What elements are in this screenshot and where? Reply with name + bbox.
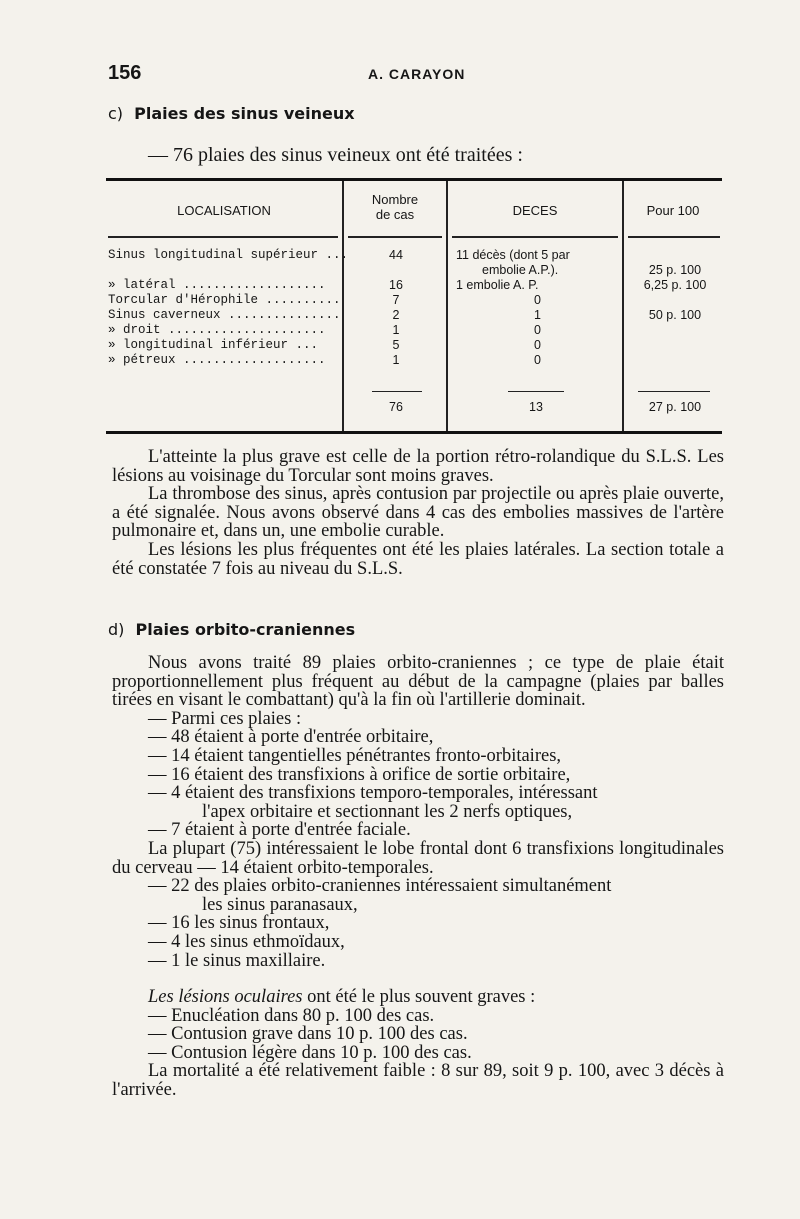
section-c-text bbox=[112, 448, 724, 578]
table-cell: 25 p. 100 bbox=[648, 263, 702, 277]
total-nombre: 76 bbox=[389, 400, 403, 414]
page-header bbox=[108, 62, 720, 88]
column-localisation bbox=[108, 248, 349, 368]
section-d-text bbox=[112, 654, 724, 1100]
table-cell: Sinus caverneux ............... bbox=[108, 308, 341, 322]
table-cell bbox=[630, 338, 720, 353]
list-item: — Contusion légère dans 10 p. 100 des cas. bbox=[148, 1042, 472, 1063]
table-cell: » longitudinal inférieur ... bbox=[108, 338, 319, 352]
table-cell: 6,25 p. 100 bbox=[643, 278, 707, 292]
header-rule bbox=[348, 236, 442, 238]
section-title: Plaies des sinus veineux bbox=[134, 104, 355, 123]
list-item: — Contusion grave dans 10 p. 100 des cas. bbox=[148, 1024, 468, 1045]
list-item: l'apex orbitaire et sectionnant les 2 nerfs optiques, bbox=[202, 801, 573, 822]
table-cell: 50 p. 100 bbox=[648, 308, 702, 322]
table-cell bbox=[630, 248, 720, 263]
table-cell: 1 bbox=[392, 323, 400, 337]
table-cell bbox=[346, 263, 446, 278]
table-cell: 5 bbox=[392, 338, 400, 352]
section-title: Plaies orbito-craniennes bbox=[135, 620, 356, 639]
column-divider bbox=[446, 181, 448, 431]
sinus-table bbox=[106, 178, 722, 434]
table-cell: 7 bbox=[392, 293, 400, 307]
sum-rule bbox=[508, 391, 564, 392]
paragraph-rest: ont été le plus souvent graves : bbox=[302, 987, 536, 1008]
table-cell: » pétreux ................... bbox=[108, 353, 326, 367]
table-cell: Torcular d'Hérophile .......... bbox=[108, 293, 341, 307]
list-item: — 48 étaient à porte d'entrée orbitaire, bbox=[148, 727, 434, 748]
table-cell bbox=[630, 293, 720, 308]
list-item: — 7 étaient à porte d'entrée faciale. bbox=[148, 820, 411, 841]
column-pour bbox=[630, 248, 720, 368]
table-cell: » latéral ................... bbox=[108, 278, 326, 292]
table-cell bbox=[630, 323, 720, 338]
table-cell: 1 embolie A. P. bbox=[456, 278, 539, 292]
paragraph: L'atteinte la plus grave est celle de la portion rétro-rolandique du S.L.S. Les lésions au voisinage du Torcular sont moins graves. bbox=[112, 447, 724, 486]
list-item: — Parmi ces plaies : bbox=[148, 708, 302, 729]
paragraph bbox=[112, 988, 724, 1007]
sum-rule bbox=[372, 391, 422, 392]
section-letter: c) bbox=[108, 104, 124, 123]
section-letter: d) bbox=[108, 620, 125, 639]
section-heading-d bbox=[108, 620, 355, 639]
table-cell: 16 bbox=[389, 278, 403, 292]
header-nombre-line1: Nombre bbox=[371, 192, 419, 207]
paragraph: Nous avons traité 89 plaies orbito-craniennes ; ce type de plaie était proportionnellement plus fréquent au début de la campagne (plaies par balles tirées en visant le combattant) qu'à la fin où l'artillerie dominait. bbox=[112, 653, 724, 711]
paragraph: La plupart (75) intéressaient le lobe frontal dont 6 transfixions longitudinales du cerveau — 14 étaient orbito-temporales. bbox=[112, 838, 724, 878]
running-head: A. CARAYON bbox=[368, 66, 466, 82]
header-rule bbox=[108, 236, 338, 238]
list-item: — 4 les sinus ethmoïdaux, bbox=[148, 931, 345, 952]
table-cell: 11 décès (dont 5 par bbox=[456, 248, 570, 262]
table-cell: 1 bbox=[392, 353, 400, 367]
column-deces bbox=[452, 248, 622, 368]
header-localisation: LOCALISATION bbox=[177, 203, 271, 218]
table-bottom-rule bbox=[106, 431, 722, 434]
italic-phrase: Les lésions oculaires bbox=[148, 987, 303, 1008]
list-item: — 1 le sinus maxillaire. bbox=[148, 950, 326, 971]
list-item: — 22 des plaies orbito-craniennes intéressaient simultanément bbox=[148, 876, 612, 897]
table-cell: » droit ..................... bbox=[108, 323, 326, 337]
table-cell: embolie A.P.). bbox=[482, 263, 559, 277]
total-pour: 27 p. 100 bbox=[648, 400, 702, 414]
paragraph: Les lésions les plus fréquentes ont été les plaies latérales. La section totale a été constatée 7 fois au niveau du S.L.S. bbox=[112, 539, 724, 579]
header-deces: DECES bbox=[512, 203, 558, 218]
table-top-rule bbox=[106, 178, 722, 181]
list-item: les sinus paranasaux, bbox=[202, 894, 358, 915]
table-cell bbox=[630, 353, 720, 368]
table-intro: — 76 plaies des sinus veineux ont été traitées : bbox=[148, 144, 523, 166]
total-deces: 13 bbox=[529, 400, 543, 414]
table-cell: 0 bbox=[534, 338, 541, 352]
table-cell: 44 bbox=[389, 248, 403, 262]
table-cell: 2 bbox=[392, 308, 400, 322]
table-cell: 1 bbox=[534, 308, 541, 322]
table-cell bbox=[108, 263, 340, 278]
table-cell: 0 bbox=[534, 323, 541, 337]
header-nombre-line2: de cas bbox=[375, 207, 415, 222]
paragraph: La thrombose des sinus, après contusion par projectile ou après plaie ouverte, a été signalée. Nous avons observé dans 4 cas des embolies massives de l'artère pulmonaire et, dans un, une embolie curable. bbox=[112, 484, 724, 542]
table-cell: 0 bbox=[534, 353, 541, 367]
section-heading-c bbox=[108, 104, 355, 123]
table-cell: 0 bbox=[534, 293, 541, 307]
list-item: — 16 étaient des transfixions à orifice de sortie orbitaire, bbox=[148, 764, 571, 785]
column-nombre bbox=[346, 248, 446, 368]
list-item: — Enucléation dans 80 p. 100 des cas. bbox=[148, 1005, 435, 1026]
table-cell: Sinus longitudinal supérieur ... bbox=[108, 248, 349, 262]
header-nombre bbox=[344, 192, 446, 222]
paragraph: La mortalité a été relativement faible : 8 sur 89, soit 9 p. 100, avec 3 décès à l'arrivée. bbox=[112, 1061, 724, 1101]
list-item: — 14 étaient tangentielles pénétrantes fronto-orbitaires, bbox=[148, 745, 562, 766]
list-item: — 16 les sinus frontaux, bbox=[148, 913, 330, 934]
header-pour: Pour 100 bbox=[646, 203, 700, 218]
page-number: 156 bbox=[108, 62, 142, 84]
header-rule bbox=[452, 236, 618, 238]
list-item: — 4 étaient des transfixions temporo-temporales, intéressant bbox=[148, 783, 598, 804]
sum-rule bbox=[638, 391, 710, 392]
header-rule bbox=[628, 236, 720, 238]
column-divider bbox=[622, 181, 624, 431]
